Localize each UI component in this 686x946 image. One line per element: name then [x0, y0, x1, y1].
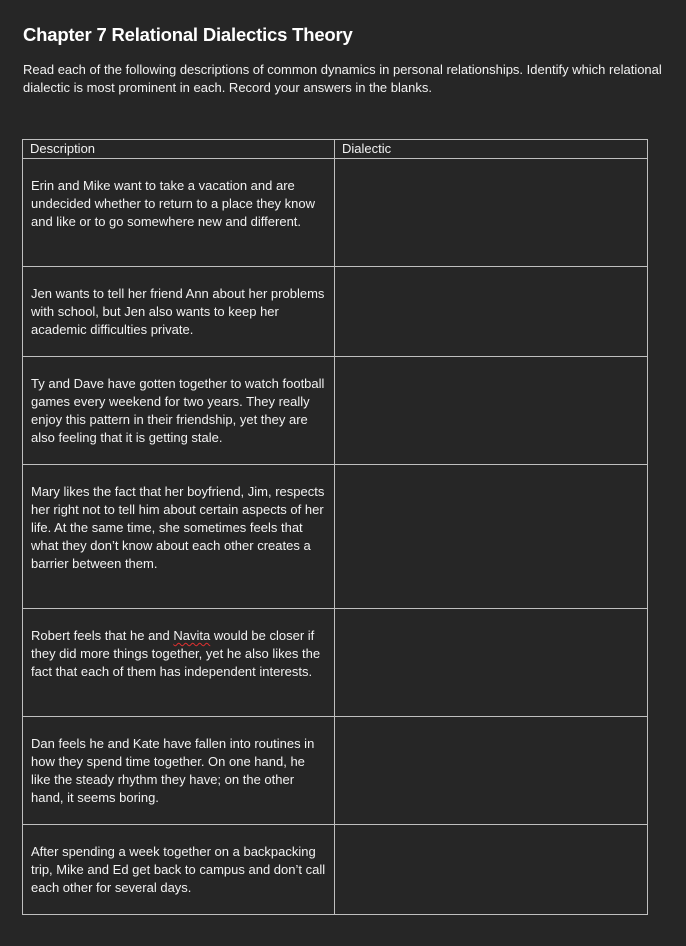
- description-cell: [23, 609, 335, 717]
- instructions-paragraph: Read each of the following descriptions of common dynamics in personal relationships. Identify which relational dialectic is most prominent in each. Record your answers in the blanks.: [23, 62, 662, 95]
- table-row: [23, 357, 648, 465]
- column-header-description: Description: [23, 140, 335, 159]
- dialectic-answer-cell[interactable]: [335, 267, 648, 357]
- table-row: [23, 267, 648, 357]
- dialectic-answer-cell[interactable]: [335, 717, 648, 825]
- page-title: Chapter 7 Relational Dialectics Theory: [23, 24, 353, 45]
- description-cell: Mary likes the fact that her boyfriend, Jim, respects her right not to tell him about certain aspects of her life. At the same time, she sometimes feels that what they don’t know about each other creates a barrier between them.: [23, 465, 335, 609]
- dialectic-answer-cell[interactable]: [335, 465, 648, 609]
- description-cell: Dan feels he and Kate have fallen into routines in how they spend time together. On one hand, he like the steady rhythm they have; on the other hand, it seems boring.: [23, 717, 335, 825]
- table-row: [23, 609, 648, 717]
- table-row: [23, 717, 648, 825]
- table-row: [23, 465, 648, 609]
- description-cell: Jen wants to tell her friend Ann about her problems with school, but Jen also wants to keep her academic difficulties private.: [23, 267, 335, 357]
- description-cell: Ty and Dave have gotten together to watch football games every weekend for two years. They really enjoy this pattern in their friendship, yet they are also feeling that it is getting stale.: [23, 357, 335, 465]
- description-text: Robert feels that he and: [31, 628, 174, 643]
- dialectic-answer-cell[interactable]: [335, 159, 648, 267]
- table-header-row: [23, 140, 648, 159]
- column-header-dialectic: Dialectic: [335, 140, 648, 159]
- description-cell: After spending a week together on a backpacking trip, Mike and Ed get back to campus and don’t call each other for several days.: [23, 825, 335, 915]
- table-row: [23, 159, 648, 267]
- dialectic-answer-cell[interactable]: [335, 825, 648, 915]
- spellcheck-flagged-word[interactable]: Navita: [173, 628, 211, 643]
- dialectic-answer-cell[interactable]: [335, 609, 648, 717]
- dialectic-answer-cell[interactable]: [335, 357, 648, 465]
- table-row: [23, 825, 648, 915]
- description-cell: Erin and Mike want to take a vacation and are undecided whether to return to a place they know and like or to go somewhere new and different.: [23, 159, 335, 267]
- dialectics-table: [22, 139, 648, 915]
- description-text: would be closer if they did more things together, yet he also likes the fact that each of them has independent interests.: [31, 628, 321, 679]
